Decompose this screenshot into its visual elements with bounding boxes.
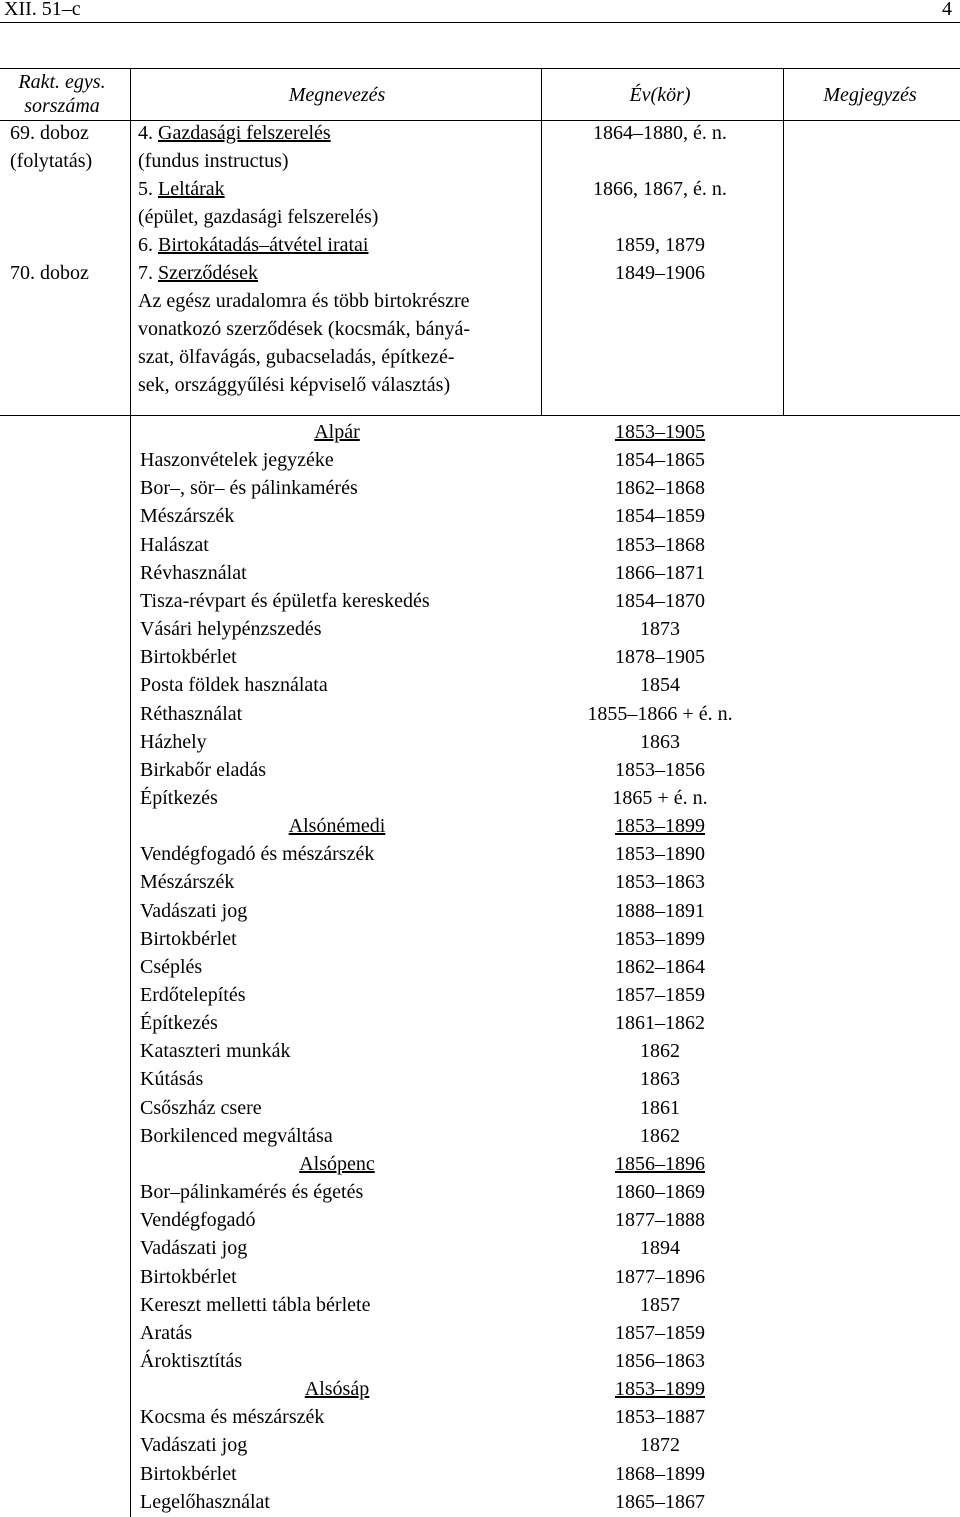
item-number: 7.: [138, 262, 158, 284]
item-name: Tisza-révpart és épületfa kereskedés: [140, 590, 430, 612]
item-name: Bor–pálinkamérés és égetés: [140, 1181, 364, 1203]
col-divider-1: [130, 68, 131, 1517]
item-year: 1853–1899: [615, 928, 705, 950]
col-divider-3: [783, 68, 784, 415]
item-name: [138, 177, 225, 201]
item-year: 1866–1871: [615, 562, 705, 584]
item-name: Kereszt melletti tábla bérlete: [140, 1294, 371, 1316]
item-year: 1853–1856: [615, 759, 705, 781]
item-name: Házhely: [140, 731, 207, 753]
item-year: 1854–1870: [615, 590, 705, 612]
item-name: Birtokbérlet: [140, 1266, 237, 1288]
item-title: Birtokátadás–átvétel iratai: [158, 234, 369, 256]
item-name: Birtokbérlet: [140, 646, 237, 668]
item-year: 1862: [640, 1125, 680, 1147]
item-year: 1856–1863: [615, 1350, 705, 1372]
col-header-note: Megjegyzés: [823, 84, 917, 106]
item-year: 1865 + é. n.: [612, 787, 708, 809]
item-year: 1877–1896: [615, 1266, 705, 1288]
item-year: 1861: [640, 1097, 680, 1119]
item-name: Ároktisztítás: [140, 1350, 243, 1372]
item-year: 1853–1863: [615, 871, 705, 893]
item-name: Mészárszék: [140, 871, 235, 893]
item-name: Aratás: [140, 1322, 193, 1344]
item-number: 6.: [138, 234, 158, 256]
item-name: [138, 121, 331, 145]
item-name: Építkezés: [140, 787, 218, 809]
item-name: Kútásás: [140, 1068, 204, 1090]
page-number: 4: [942, 0, 952, 20]
item-name: Birtokbérlet: [140, 928, 237, 950]
item-year: 1856–1896: [615, 1153, 705, 1175]
item-name: Vendégfogadó: [140, 1209, 256, 1231]
location-name: Alpár: [314, 421, 360, 443]
item-year: 1866, 1867, é. n.: [593, 178, 727, 200]
item-name: Építkezés: [140, 1012, 218, 1034]
location-name: Alsópenc: [299, 1153, 375, 1175]
item-name: Bor–, sör– és pálinkamérés: [140, 477, 358, 499]
unit-label: 70. doboz: [10, 262, 89, 284]
item-year: 1859, 1879: [615, 234, 705, 256]
item-title: Szerződések: [158, 262, 258, 284]
item-year: 1857–1859: [615, 984, 705, 1006]
item-name: Legelőhasználat: [140, 1491, 270, 1513]
item-name: Birkabőr eladás: [140, 759, 267, 781]
section-divider: [0, 415, 960, 416]
item-year: 1877–1888: [615, 1209, 705, 1231]
item-name: Cséplés: [140, 956, 203, 978]
item-year: 1865–1867: [615, 1491, 705, 1513]
item-year: 1888–1891: [615, 900, 705, 922]
item-name: Réthasználat: [140, 703, 243, 725]
item-name: Vadászati jog: [140, 1237, 248, 1259]
item-name: szat, ölfavágás, gubacseladás, építkezé-: [138, 346, 455, 368]
item-name: Az egész uradalomra és több birtokrészre: [138, 290, 470, 312]
item-year: 1878–1905: [615, 646, 705, 668]
item-year: 1854–1859: [615, 505, 705, 527]
item-year: 1863: [640, 731, 680, 753]
header-rule: [0, 22, 960, 23]
item-name: [138, 233, 368, 257]
item-year: 1868–1899: [615, 1463, 705, 1485]
item-year: 1853–1905: [615, 421, 705, 443]
item-name: Mészárszék: [140, 505, 235, 527]
item-year: 1855–1866 + é. n.: [587, 703, 733, 725]
item-year: 1854: [640, 674, 680, 696]
item-number: 4.: [138, 122, 158, 144]
item-name: Vásári helypénzszedés: [140, 618, 322, 640]
unit-label: (folytatás): [10, 150, 93, 172]
item-name: sek, országgyűlési képviselő választás): [138, 374, 451, 396]
item-number: 5.: [138, 178, 158, 200]
item-year: 1862–1868: [615, 477, 705, 499]
item-name: Csőszház csere: [140, 1097, 262, 1119]
col-divider-2: [541, 68, 542, 415]
col-header-year: Év(kör): [629, 84, 691, 106]
item-year: 1863: [640, 1068, 680, 1090]
item-year: 1857: [640, 1294, 680, 1316]
item-title: Leltárak: [158, 178, 225, 200]
item-name: Kataszteri munkák: [140, 1040, 291, 1062]
item-year: 1853–1868: [615, 534, 705, 556]
item-name: Kocsma és mészárszék: [140, 1406, 325, 1428]
item-name: Haszonvételek jegyzéke: [140, 449, 334, 471]
item-name: vonatkozó szerződések (kocsmák, bányá-: [138, 318, 471, 340]
location-name: Alsónémedi: [288, 815, 386, 837]
item-name: Révhasználat: [140, 562, 247, 584]
item-name: (fundus instructus): [138, 150, 289, 172]
item-year: 1854–1865: [615, 449, 705, 471]
item-name: Erdőtelepítés: [140, 984, 246, 1006]
item-year: 1873: [640, 618, 680, 640]
item-name: Vadászati jog: [140, 1434, 248, 1456]
item-year: 1857–1859: [615, 1322, 705, 1344]
item-title: Gazdasági felszerelés: [158, 122, 331, 144]
item-year: 1864–1880, é. n.: [593, 122, 727, 144]
item-name: Birtokbérlet: [140, 1463, 237, 1485]
item-name: Vendégfogadó és mészárszék: [140, 843, 375, 865]
item-year: 1853–1890: [615, 843, 705, 865]
item-name: Vadászati jog: [140, 900, 248, 922]
table-top-border: [0, 68, 960, 69]
item-year: 1849–1906: [615, 262, 705, 284]
item-year: 1862–1864: [615, 956, 705, 978]
item-name: [138, 261, 258, 285]
item-name: Borkilenced megváltása: [140, 1125, 333, 1147]
item-year: 1853–1899: [615, 1378, 705, 1400]
unit-label: 69. doboz: [10, 122, 89, 144]
item-name: Halászat: [140, 534, 209, 556]
item-year: 1872: [640, 1434, 680, 1456]
item-year: 1894: [640, 1237, 680, 1259]
location-name: Alsósáp: [304, 1378, 370, 1400]
item-year: 1853–1899: [615, 815, 705, 837]
item-year: 1860–1869: [615, 1181, 705, 1203]
col-header-unit-line2: sorszáma: [24, 95, 100, 117]
col-header-unit-line1: Rakt. egys.: [18, 71, 106, 93]
col-header-name: Megnevezés: [288, 84, 386, 106]
item-year: 1862: [640, 1040, 680, 1062]
item-name: (épület, gazdasági felszerelés): [138, 206, 379, 228]
page-header-left: XII. 51–c: [4, 0, 81, 20]
item-name: Posta földek használata: [140, 674, 328, 696]
item-year: 1853–1887: [615, 1406, 705, 1428]
item-year: 1861–1862: [615, 1012, 705, 1034]
